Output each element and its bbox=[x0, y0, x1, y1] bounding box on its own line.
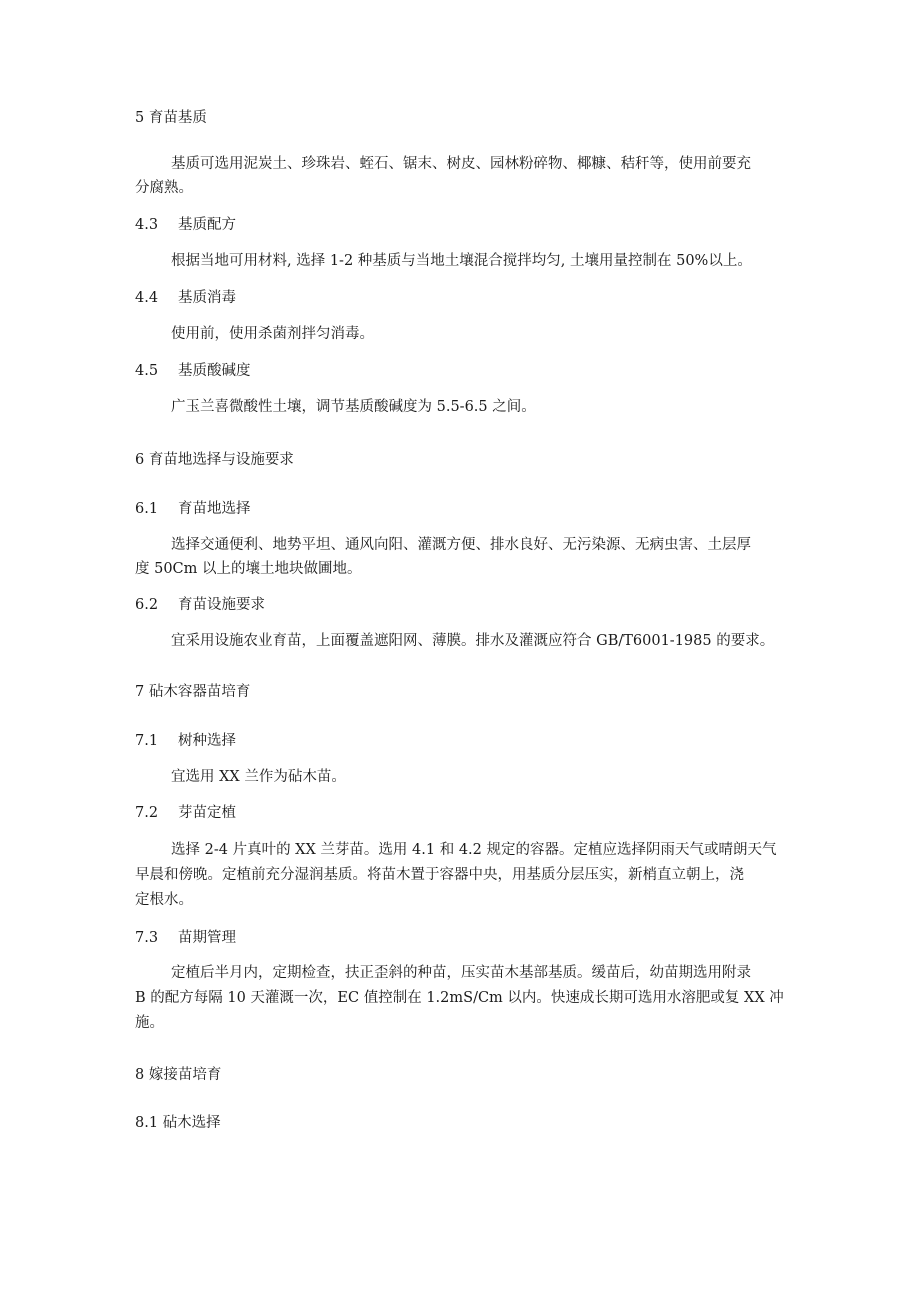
section-4-3-text: 根据当地可用材料, 选择 1-2 种基质与当地土壤混合搅拌均匀, 土壤用量控制在 50%以上。 bbox=[171, 253, 752, 269]
section-7-1-title: 树种选择 bbox=[178, 733, 236, 749]
section-7-3-title: 苗期管理 bbox=[178, 930, 236, 946]
section-7-2-number: 7.2 bbox=[135, 805, 159, 821]
section-4-4-title: 基质消毒 bbox=[178, 290, 236, 306]
paragraph-5-line-1: 基质可选用泥炭土、珍珠岩、蛭石、锯末、树皮、园林粉碎物、椰糠、秸秆等，使用前要充 bbox=[171, 156, 751, 172]
section-6-1-number: 6.1 bbox=[135, 501, 159, 517]
chapter-7-heading: 7 砧木容器苗培育 bbox=[135, 684, 251, 700]
chapter-5-heading: 5 育苗基质 bbox=[135, 110, 207, 126]
section-4-4-number: 4.4 bbox=[135, 290, 159, 306]
section-8-1-heading: 8.1 砧木选择 bbox=[135, 1115, 221, 1131]
section-6-1-line-2: 度 50Cm 以上的壤土地块做圃地。 bbox=[135, 561, 362, 577]
section-4-3-number: 4.3 bbox=[135, 217, 159, 233]
section-7-3-line-3: 施。 bbox=[135, 1015, 164, 1031]
section-6-2-number: 6.2 bbox=[135, 597, 159, 613]
section-7-3-line-2: B 的配方每隔 10 天灌溉一次，EC 值控制在 1.2mS/Cm 以内。快速成长期可选用水溶肥或复 XX 冲 bbox=[135, 990, 784, 1006]
section-4-5-text: 广玉兰喜微酸性土壤，调节基质酸碱度为 5.5-6.5 之间。 bbox=[171, 399, 536, 415]
section-4-4-text: 使用前，使用杀菌剂拌匀消毒。 bbox=[171, 326, 374, 342]
section-4-5-number: 4.5 bbox=[135, 363, 159, 379]
section-7-2-line-1: 选择 2-4 片真叶的 XX 兰芽苗。选用 4.1 和 4.2 规定的容器。定植应选择阴雨天气或晴朗天气 bbox=[171, 842, 777, 858]
section-4-5-title: 基质酸碱度 bbox=[178, 363, 251, 379]
chapter-6-heading: 6 育苗地选择与设施要求 bbox=[135, 452, 294, 468]
section-6-1-line-1: 选择交通便利、地势平坦、通风向阳、灌溉方便、排水良好、无污染源、无病虫害、土层厚 bbox=[171, 537, 751, 553]
section-6-2-text: 宜采用设施农业育苗，上面覆盖遮阳网、薄膜。排水及灌溉应符合 GB/T6001-1985 的要求。 bbox=[171, 633, 775, 649]
section-7-2-title: 芽苗定植 bbox=[178, 805, 236, 821]
section-7-2-line-3: 定根水。 bbox=[135, 892, 193, 908]
section-7-1-number: 7.1 bbox=[135, 733, 159, 749]
section-7-3-line-1: 定植后半月内，定期检查，扶正歪斜的种苗，压实苗木基部基质。缓苗后，幼苗期选用附录 bbox=[171, 965, 751, 981]
section-6-2-title: 育苗设施要求 bbox=[178, 597, 265, 613]
section-6-1-title: 育苗地选择 bbox=[178, 501, 251, 517]
section-7-2-line-2: 早晨和傍晚。定植前充分湿润基质。将苗木置于容器中央，用基质分层压实，新梢直立朝上，浇 bbox=[135, 867, 744, 883]
chapter-8-heading: 8 嫁接苗培育 bbox=[135, 1067, 222, 1083]
section-4-3-title: 基质配方 bbox=[178, 217, 236, 233]
section-7-3-number: 7.3 bbox=[135, 930, 159, 946]
section-7-1-text: 宜选用 XX 兰作为砧木苗。 bbox=[171, 769, 346, 785]
paragraph-5-line-2: 分腐熟。 bbox=[135, 180, 193, 196]
